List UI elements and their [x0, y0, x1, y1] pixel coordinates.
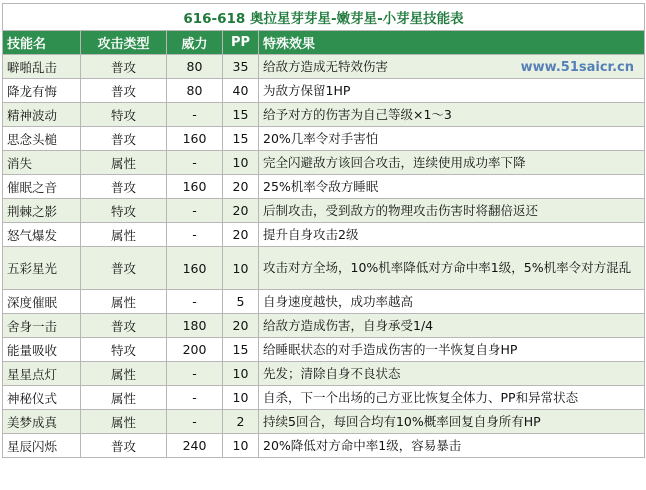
table-row — [3, 410, 645, 434]
cell-skill-name: 噼啪乱击 — [3, 55, 81, 79]
cell-pp: 10 — [223, 151, 259, 175]
cell-attack-type: 普攻 — [81, 79, 167, 103]
cell-power: 200 — [167, 338, 223, 362]
cell-effect: 给敌方造成无特效伤害 — [259, 55, 645, 79]
cell-pp: 15 — [223, 103, 259, 127]
cell-power: 80 — [167, 55, 223, 79]
table-row — [3, 314, 645, 338]
cell-effect: 自杀，下一个出场的己方亚比恢复全体力、PP和异常状态 — [259, 386, 645, 410]
header-attack-type: 攻击类型 — [81, 31, 167, 55]
cell-power: - — [167, 223, 223, 247]
cell-skill-name: 怒气爆发 — [3, 223, 81, 247]
cell-pp: 40 — [223, 79, 259, 103]
cell-attack-type: 属性 — [81, 223, 167, 247]
cell-power: 160 — [167, 127, 223, 151]
table-row — [3, 338, 645, 362]
cell-attack-type: 属性 — [81, 362, 167, 386]
table-row — [3, 290, 645, 314]
cell-attack-type: 普攻 — [81, 127, 167, 151]
cell-effect: 完全闪避敌方该回合攻击，连续使用成功率下降 — [259, 151, 645, 175]
cell-skill-name: 降龙有悔 — [3, 79, 81, 103]
table-row — [3, 386, 645, 410]
table-row — [3, 434, 645, 458]
cell-pp: 20 — [223, 223, 259, 247]
cell-skill-name: 星星点灯 — [3, 362, 81, 386]
table-row — [3, 127, 645, 151]
cell-attack-type: 普攻 — [81, 55, 167, 79]
cell-effect: 20%降低对方命中率1级，容易暴击 — [259, 434, 645, 458]
table-row — [3, 103, 645, 127]
cell-attack-type: 属性 — [81, 151, 167, 175]
cell-skill-name: 五彩星光 — [3, 247, 81, 290]
header-power: 威力 — [167, 31, 223, 55]
cell-pp: 10 — [223, 247, 259, 290]
cell-pp: 20 — [223, 175, 259, 199]
cell-attack-type: 属性 — [81, 410, 167, 434]
table-title: 616-618 奥拉星芽芽星-嫩芽星-小芽星技能表 — [3, 4, 645, 31]
cell-pp: 2 — [223, 410, 259, 434]
cell-power: - — [167, 103, 223, 127]
table-row — [3, 362, 645, 386]
cell-effect: 为敌方保留1HP — [259, 79, 645, 103]
table-row — [3, 247, 645, 290]
cell-skill-name: 消失 — [3, 151, 81, 175]
cell-effect: 攻击对方全场，10%机率降低对方命中率1级，5%机率令对方混乱 — [259, 247, 645, 290]
cell-skill-name: 美梦成真 — [3, 410, 81, 434]
cell-effect: 25%机率令敌方睡眠 — [259, 175, 645, 199]
cell-pp: 35 — [223, 55, 259, 79]
cell-attack-type: 普攻 — [81, 434, 167, 458]
cell-pp: 20 — [223, 314, 259, 338]
cell-effect: 提升自身攻击2级 — [259, 223, 645, 247]
table-row — [3, 79, 645, 103]
header-skill-name: 技能名 — [3, 31, 81, 55]
cell-skill-name: 思念头槌 — [3, 127, 81, 151]
cell-skill-name: 催眠之音 — [3, 175, 81, 199]
cell-effect: 后制攻击，受到敌方的物理攻击伤害时将翻倍返还 — [259, 199, 645, 223]
cell-effect: 持续5回合，每回合均有10%概率回复自身所有HP — [259, 410, 645, 434]
watermark-url: www.51saicr.cn — [520, 60, 634, 75]
cell-attack-type: 属性 — [81, 386, 167, 410]
cell-pp: 15 — [223, 127, 259, 151]
cell-skill-name: 舍身一击 — [3, 314, 81, 338]
cell-power: 240 — [167, 434, 223, 458]
cell-skill-name: 神秘仪式 — [3, 386, 81, 410]
title-row — [3, 4, 645, 31]
cell-power: - — [167, 151, 223, 175]
cell-power: - — [167, 290, 223, 314]
cell-skill-name: 荆棘之影 — [3, 199, 81, 223]
cell-effect: 20%几率令对手害怕 — [259, 127, 645, 151]
cell-effect: 自身速度越快，成功率越高 — [259, 290, 645, 314]
cell-power: - — [167, 199, 223, 223]
cell-power: 180 — [167, 314, 223, 338]
cell-pp: 15 — [223, 338, 259, 362]
cell-power: 160 — [167, 175, 223, 199]
cell-power: 80 — [167, 79, 223, 103]
cell-effect: 给睡眠状态的对手造成伤害的一半恢复自身HP — [259, 338, 645, 362]
cell-pp: 20 — [223, 199, 259, 223]
cell-power: 160 — [167, 247, 223, 290]
cell-attack-type: 特攻 — [81, 199, 167, 223]
table-row — [3, 55, 645, 79]
header-row — [3, 31, 645, 55]
table-row — [3, 175, 645, 199]
header-effect: 特殊效果 — [259, 31, 645, 55]
cell-attack-type: 特攻 — [81, 103, 167, 127]
cell-attack-type: 普攻 — [81, 314, 167, 338]
header-pp: PP — [223, 31, 259, 55]
cell-effect: 先发；清除自身不良状态 — [259, 362, 645, 386]
cell-power: - — [167, 410, 223, 434]
cell-power: - — [167, 362, 223, 386]
cell-pp: 10 — [223, 362, 259, 386]
table-row — [3, 151, 645, 175]
table-row — [3, 199, 645, 223]
cell-attack-type: 属性 — [81, 290, 167, 314]
cell-skill-name: 深度催眠 — [3, 290, 81, 314]
cell-attack-type: 特攻 — [81, 338, 167, 362]
cell-effect: 给予对方的伤害为自己等级×1～3 — [259, 103, 645, 127]
cell-pp: 5 — [223, 290, 259, 314]
skill-table-container — [2, 3, 644, 458]
cell-power: - — [167, 386, 223, 410]
cell-effect: 给敌方造成伤害，自身承受1/4 — [259, 314, 645, 338]
cell-skill-name: 精神波动 — [3, 103, 81, 127]
cell-skill-name: 能量吸收 — [3, 338, 81, 362]
skill-table — [2, 3, 645, 458]
cell-skill-name: 星辰闪烁 — [3, 434, 81, 458]
table-row — [3, 223, 645, 247]
cell-attack-type: 普攻 — [81, 175, 167, 199]
cell-pp: 10 — [223, 386, 259, 410]
cell-attack-type: 普攻 — [81, 247, 167, 290]
cell-pp: 10 — [223, 434, 259, 458]
